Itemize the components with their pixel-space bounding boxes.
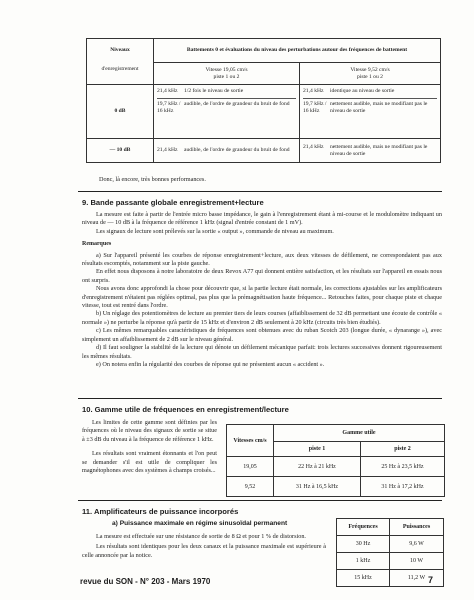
divider (78, 398, 442, 399)
section-11-title: 11. Amplificateurs de puissance incorporés (82, 507, 239, 516)
speed2-header: Vitesse 9,52 cm/s piste 1 ou 2 (300, 63, 441, 85)
section-10-body: Les limites de cette gamme sont définies par les fréquences où le niveau des signaux de sortie se situe à ±3 dB du niveau à la fréquence de référence 1 kHz. Les résultats sont vraiment étonnants et l'on peut se demander s'il est utile de compliquer les magnétophones avec des systèmes à champs croisés... (82, 419, 217, 475)
col-main-header: Battements 0 et évaluations du niveau des perturbations autour des fréquences de battement (154, 39, 441, 63)
table-row: — 10 dB 21,4 kHz audible, de l'ordre de grandeur du bruit de fond 21,4 kHz nettement audible, mais ne modifiant pas le niveau de sortie (87, 139, 441, 163)
section-11-body: La mesure est effectuée sur une résistance de sortie de 8 Ω et pour 1 % de distorsion. Les résultats sont identiques pour les deux canaux et la puissance maximale est supérieure à celle annoncée par la notice. (82, 533, 326, 559)
table-row: 19,05 22 Hz à 21 kHz 25 Hz à 23,5 kHz (227, 457, 445, 477)
page-number: 7 (428, 575, 434, 585)
table-puissances: Fréquences Puissances 30 Hz 9,6 W 1 kHz 10 W 15 kHz 11,2 W (336, 518, 444, 587)
table-perturbations (86, 38, 441, 163)
section-9-title: 9. Bande passante globale enregistrement+lecture (82, 198, 264, 207)
divider (78, 191, 442, 192)
conclusion-text: Donc, là encore, très bonnes performances. (99, 176, 206, 183)
table-gamme-utile: Vitesses cm/s Gamme utile piste 1 piste 2 19,05 22 Hz à 21 kHz 25 Hz à 23,5 kHz 9,52 31 Hz à 16,5 kHz 31 Hz à 17,2 kHz (226, 424, 445, 497)
speed1-header: Vitesse 19,05 cm/s piste 1 ou 2 (154, 63, 300, 85)
table-row: 0 dB 21,4 kHz 1/2 fois le niveau de sortie 19,7 kHz / 16 kHz audible, de l'ordre de grandeur du bruit de fond 21,4 kHz identique au niveau de sortie 19,7 kHz / 16 kHz nettement audible, mais ne modifiant pas le niveau de sortie (87, 85, 441, 139)
section-10-title: 10. Gamme utile de fréquences en enregistrement/lecture (82, 405, 289, 414)
col-niveaux-header: Niveaux d'enregistrement (87, 39, 154, 85)
table-row: 9,52 31 Hz à 16,5 kHz 31 Hz à 17,2 kHz (227, 477, 445, 497)
section-9-body: La mesure est faite à partir de l'entrée micro basse impédance, le gain à l'enregistrement étant à mi-course et le modulomètre indiquant un niveau de — 10 dB à la fréquence de référence 1 kHz (signal d'entrée constant de 1 mV). Les signaux de lecture sont prélevés sur la sortie « output », commande de niveau au maximum. Remarques a) Sur l'appareil présenté les courbes de réponse enregistrement+lecture, aux deux vitesses de défilement, ne correspondaient pas aux résultats escomptés, notamment sur la piste gauche. En effet nous disposons à notre laboratoire de deux Revox A77 qui donnent entière satisfaction, et les résultats sur l'appareil en essais nous ont surpris. Nous avons donc approfondi la chose pour découvrir que, si la partie lecture était normale, les corrections ajustables sur les amplificateurs d'enregistrement n'étaient pas réglées optimal, pas plus que la prémagnétisation haute fréquence... Retouches faites, pour chaque piste et chaque vitesse, tout est rentré dans l'ordre. b) Un réglage des potentiomètres de lecture au premier tiers de leurs courses (affaiblissement de 32 dB permettant une écoute de contrôle « normale ») ne perturbe la réponse qu'à partir de 15 kHz et d'environ 2 dB seulement à 20 kHz (circuits très bien étudiés). c) Les mêmes remarquables caractéristiques de fréquences sont obtenues avec du ruban Scotch 203 (longue durée, « dynarange »), avec simplement un affaiblissement de 2 dB sur le niveau général. d) Il faut souligner la stabilité de la lecture qui dénote un défilement mécanique parfait: trois lectures successives donnent rigoureusement les mêmes résultats. e) On notera enfin la régularité des courbes de réponse qui ne présentent aucun « accident ». (82, 211, 442, 368)
footer-journal: revue du SON - N° 203 - Mars 1970 (80, 577, 211, 586)
table-row: 30 Hz 9,6 W (337, 536, 444, 553)
section-11-subtitle: a) Puissance maximale en régime sinusoïdal permanent (112, 520, 288, 527)
table-row: 15 kHz 11,2 W (337, 570, 444, 587)
divider (78, 500, 442, 501)
table-row: 1 kHz 10 W (337, 553, 444, 570)
